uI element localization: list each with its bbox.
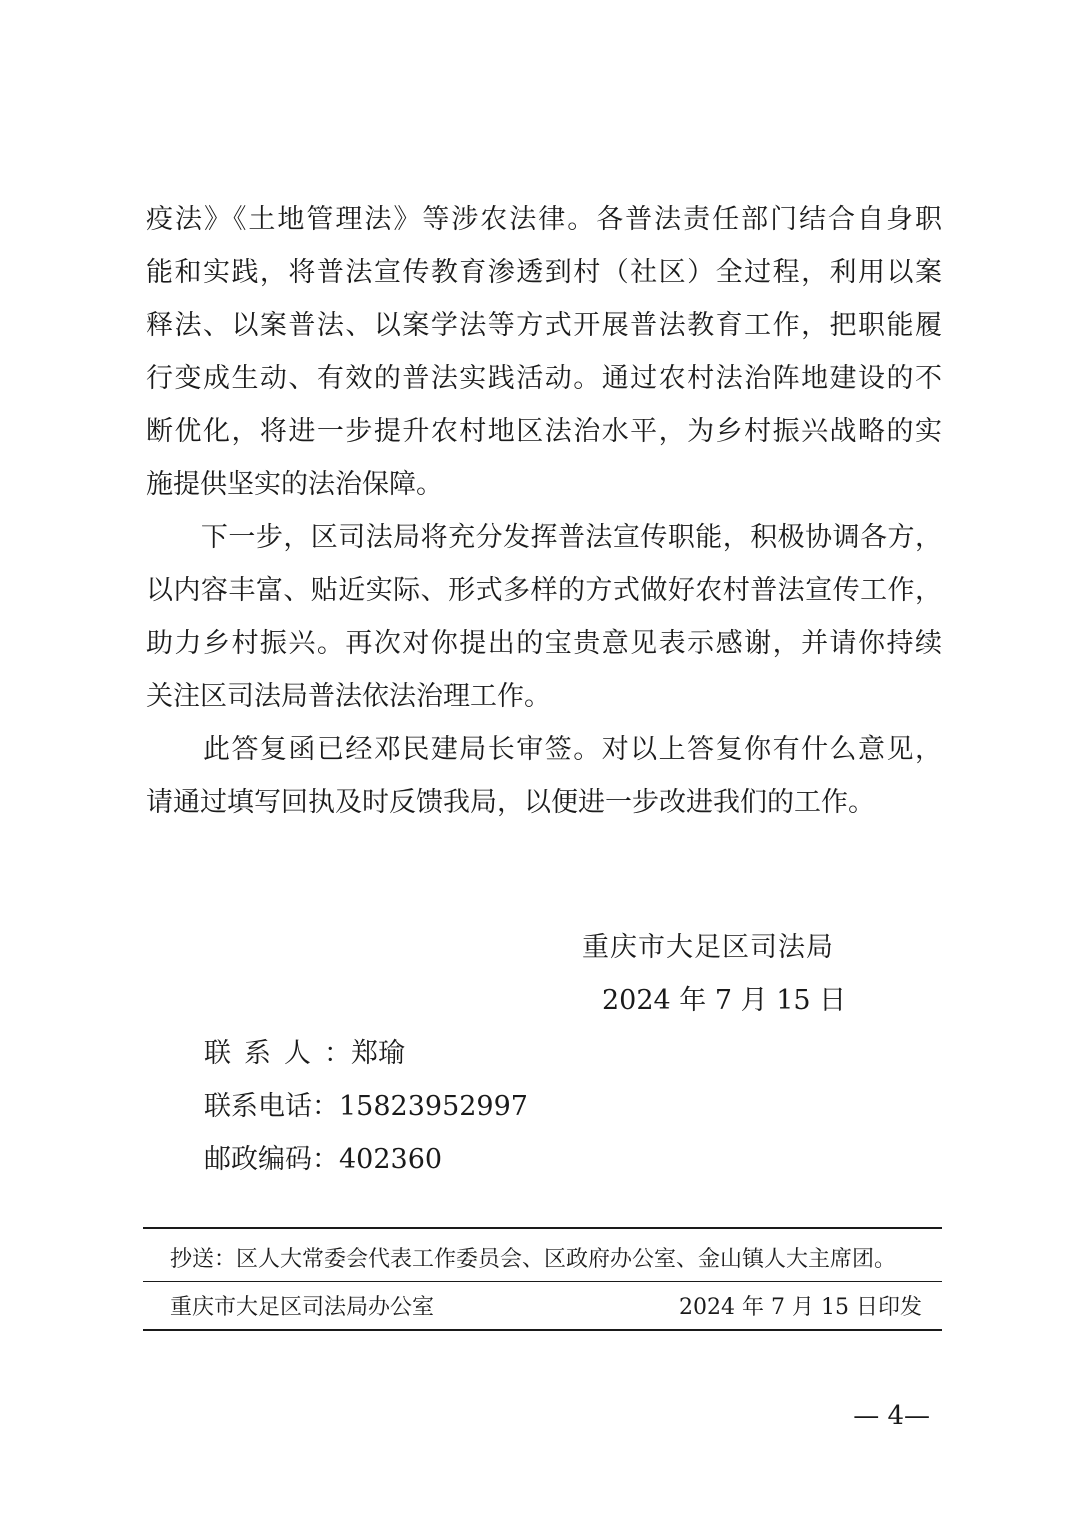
issuer-office: 重庆市大足区司法局办公室 xyxy=(170,1295,435,1320)
body-line-3: 释法、以案普法、以案学法等方式开展普法教育工作，把职能履 xyxy=(146,310,942,341)
contact-person-value: ：郑瑜 xyxy=(324,1038,405,1069)
issue-date: 2024 年 7 月 15 日印发 xyxy=(679,1295,922,1320)
body-line-12: 请通过填写回执及时反馈我局，以便进一步改进我们的工作。 xyxy=(146,787,875,818)
body-line-6: 施提供坚实的法治保障。 xyxy=(146,469,443,500)
body-line-4: 行变成生动、有效的普法实践活动。通过农村法治阵地建设的不 xyxy=(146,363,942,394)
body-line-9: 助力乡村振兴。再次对你提出的宝贵意见表示感谢，并请你持续 xyxy=(146,628,942,659)
contact-postal-label: 邮政编码 xyxy=(204,1144,312,1175)
body-line-10: 关注区司法局普法依法治理工作。 xyxy=(146,681,551,712)
body-line-8: 以内容丰富、贴近实际、形式多样的方式做好农村普法宣传工作， xyxy=(146,575,942,606)
body-line-11: 此答复函已经邓民建局长审签。对以上答复你有什么意见， xyxy=(146,734,942,765)
body-line-7: 下一步，区司法局将充分发挥普法宣传职能，积极协调各方， xyxy=(146,522,942,553)
footer-top-rule xyxy=(143,1227,942,1229)
contact-postal xyxy=(204,1142,442,1178)
contact-postal-value: ：402360 xyxy=(312,1144,443,1175)
cc-line: 抄送：区人大常委会代表工作委员会、区政府办公室、金山镇人大主席团。 xyxy=(170,1247,897,1272)
body-line-5: 断优化，将进一步提升农村地区法治水平，为乡村振兴战略的实 xyxy=(146,416,942,447)
footer-bottom-rule xyxy=(143,1329,942,1331)
body-line-2: 能和实践，将普法宣传教育渗透到村（社区）全过程，利用以案 xyxy=(146,257,942,288)
contact-phone-label: 联系电话 xyxy=(204,1091,312,1122)
signature-org: 重庆市大足区司法局 xyxy=(582,932,834,963)
contact-phone-value: ：15823952997 xyxy=(312,1091,528,1122)
signature-date: 2024 年 7 月 15 日 xyxy=(602,985,847,1016)
body-line-1: 疫法》《土地管理法》等涉农法律。各普法责任部门结合自身职 xyxy=(146,204,942,235)
page-number: — 4— xyxy=(853,1401,930,1431)
contact-person xyxy=(204,1036,405,1072)
footer-middle-rule xyxy=(143,1281,942,1282)
contact-person-label: 联系人 xyxy=(204,1038,324,1069)
contact-phone xyxy=(204,1089,528,1125)
